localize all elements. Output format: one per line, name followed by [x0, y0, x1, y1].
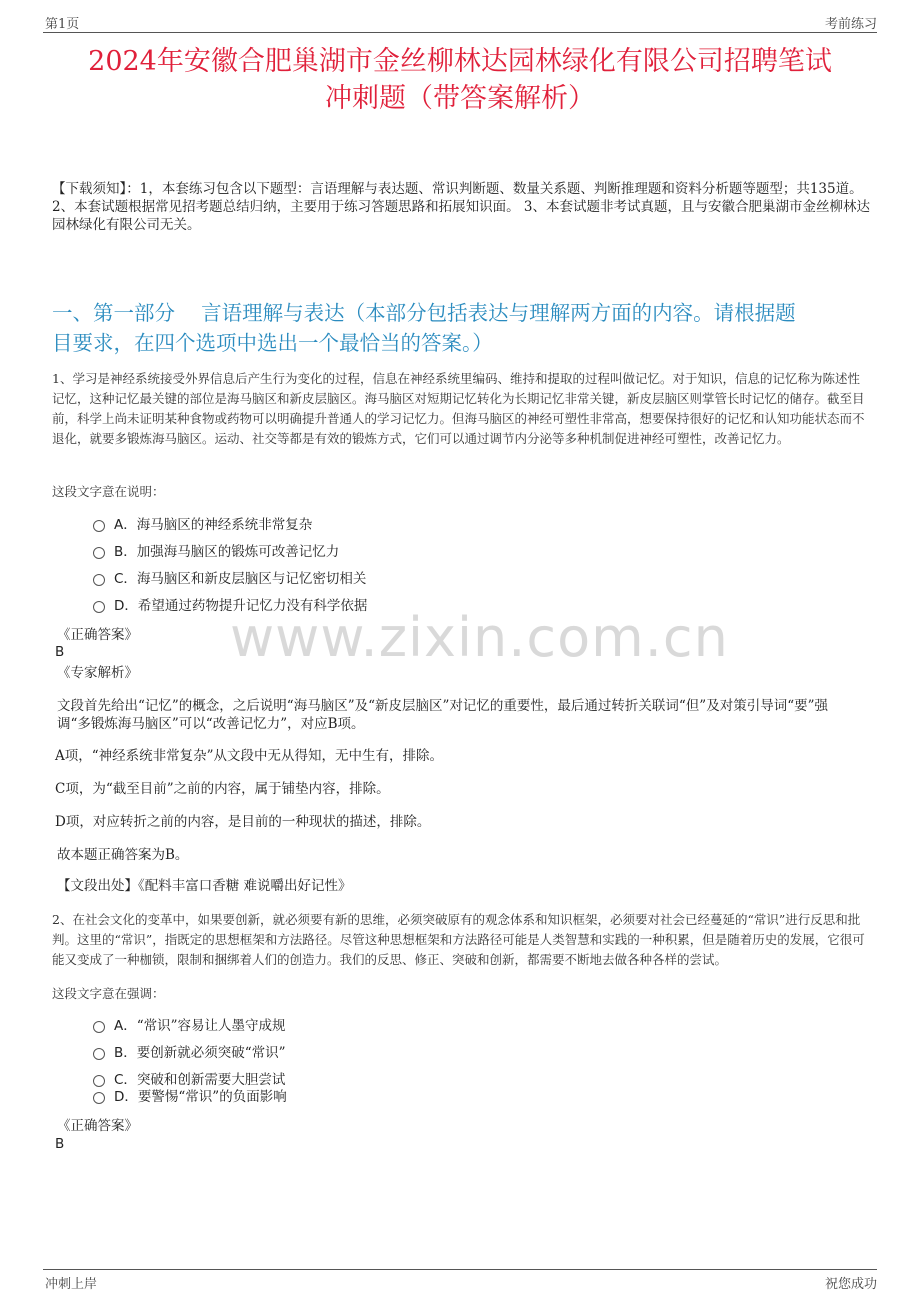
option-letter: B． [114, 1045, 137, 1061]
option-letter: D． [114, 598, 138, 614]
q2-option-c[interactable] [93, 1071, 285, 1089]
q2-answer-label: 《正确答案》 [57, 1118, 138, 1134]
option-text: 海马脑区和新皮层脑区与记忆密切相关 [136, 571, 367, 587]
title-line-1: 2024年安徽合肥巢湖市金丝柳林达园林绿化有限公司招聘笔试 [88, 46, 832, 77]
q1-option-a[interactable] [93, 516, 312, 534]
q2-option-a[interactable] [93, 1017, 286, 1035]
q1-analysis-d: D项，对应转折之前的内容，是目前的一种现状的描述，排除。 [55, 814, 431, 830]
q2-answer: B [55, 1136, 65, 1152]
q1-analysis-c: C项，为“截至目前”之前的内容，属于铺垫内容，排除。 [55, 781, 390, 797]
radio-icon[interactable] [93, 1048, 105, 1060]
radio-icon[interactable] [93, 1092, 105, 1104]
radio-icon[interactable] [93, 601, 105, 613]
radio-icon[interactable] [93, 547, 105, 559]
q1-option-d[interactable] [93, 597, 367, 615]
q1-option-b[interactable] [93, 543, 339, 561]
option-letter: C． [114, 571, 137, 587]
header-rule [43, 32, 877, 33]
option-letter: A． [114, 1018, 137, 1034]
q2-option-d[interactable] [93, 1088, 287, 1106]
radio-icon[interactable] [93, 574, 105, 586]
q1-analysis-paragraph: 文段首先给出“记忆”的概念，之后说明“海马脑区”及“新皮层脑区”对记忆的重要性，最后通过转折关联词“但”及对策引导词“要”强调“多锻炼海马脑区”可以“改善记忆力”，对应B项。 [57, 698, 829, 732]
section-heading-line-1: 一、第一部分 言语理解与表达（本部分包括表达与理解两方面的内容。请根据题 [52, 301, 796, 325]
q1-prompt: 这段文字意在说明： [52, 484, 165, 499]
option-letter: B． [114, 544, 137, 560]
option-text: 要警惕“常识”的负面影响 [137, 1089, 287, 1105]
option-letter: C． [114, 1072, 137, 1088]
q1-passage: 1、学习是神经系统接受外界信息后产生行为变化的过程，信息在神经系统里编码、维持和提取的过程叫做记忆。对于知识，信息的记忆称为陈述性记忆，这种记忆最关键的部位是海马脑区和新皮层脑区。海马脑区对短期记忆转化为长期记忆非常关键，新皮层脑区则掌管长时记忆的储存。截至目前，科学上尚未证明某种食物或药物可以明确提升普通人的学习记忆力。但海马脑区的神经可塑性非常高，想要保持很好的记忆和认知功能状态而不退化，就要多锻炼海马脑区。运动、社交等都是有效的锻炼方式，它们可以通过调节内分泌等多种机制促进神经可塑性，改善记忆力。 [52, 371, 865, 446]
radio-icon[interactable] [93, 520, 105, 532]
option-text: 要创新就必须突破“常识” [136, 1045, 286, 1061]
watermark: www.zixin.com.cn [230, 606, 729, 669]
q1-answer-label: 《正确答案》 [57, 627, 138, 643]
section-heading [52, 298, 867, 358]
footer-right: 祝您成功 [824, 1277, 877, 1292]
option-text: “常识”容易让人墨守成规 [136, 1018, 286, 1034]
q1-analysis-conclusion: 故本题正确答案为B。 [57, 847, 189, 863]
q2-passage: 2、在社会文化的变革中，如果要创新，就必须要有新的思维，必须突破原有的观念体系和知识框架，必须要对社会已经蔓延的“常识”进行反思和批判。这里的“常识”，指既定的思想框架和方法路径。尽管这种思想框架和方法路径可能是人类智慧和实践的一种积累，但是随着历史的发展，它很可能又变成了一种枷锁，限制和捆绑着人们的创造力。我们的反思、修正、突破和创新，都需要不断地去做各种各样的尝试。 [52, 912, 865, 967]
q2-option-b[interactable] [93, 1044, 286, 1062]
footer-left: 冲刺上岸 [45, 1277, 98, 1292]
q1-answer: B [55, 644, 65, 660]
option-letter: D． [114, 1089, 138, 1105]
title-line-2: 冲刺题（带答案解析） [325, 83, 595, 114]
q2-prompt: 这段文字意在强调： [52, 986, 165, 1001]
q1-source: 【文段出处】《配料丰富口香糖 难说嚼出好记性》 [57, 878, 352, 894]
download-notice: 【下载须知】：1，本套练习包含以下题型：言语理解与表达题、常识判断题、数量关系题、判断推理题和资料分析题等题型；共135道。 2、本套试题根据常见招考题总结归纳，主要用于练习答题思路和拓展知识面。 3、本套试题非考试真题，且与安徽合肥巢湖市金丝柳林达园林绿化有限公司无关。 [52, 181, 870, 233]
q1-analysis-a: A项，“神经系统非常复杂”从文段中无从得知，无中生有，排除。 [55, 748, 444, 764]
radio-icon[interactable] [93, 1021, 105, 1033]
document-title [40, 43, 880, 117]
option-text: 希望通过药物提升记忆力没有科学依据 [137, 598, 368, 614]
option-text: 海马脑区的神经系统非常复杂 [136, 517, 313, 533]
footer-rule [43, 1269, 877, 1270]
option-text: 加强海马脑区的锻炼可改善记忆力 [136, 544, 340, 560]
option-text: 突破和创新需要大胆尝试 [136, 1072, 286, 1088]
header-label: 考前练习 [824, 17, 877, 32]
radio-icon[interactable] [93, 1075, 105, 1087]
option-letter: A． [114, 517, 137, 533]
section-heading-line-2: 目要求，在四个选项中选出一个最恰当的答案。） [52, 331, 493, 355]
q1-option-c[interactable] [93, 570, 366, 588]
q1-analysis-label: 《专家解析》 [57, 665, 138, 681]
page-number: 第1页 [45, 17, 80, 32]
